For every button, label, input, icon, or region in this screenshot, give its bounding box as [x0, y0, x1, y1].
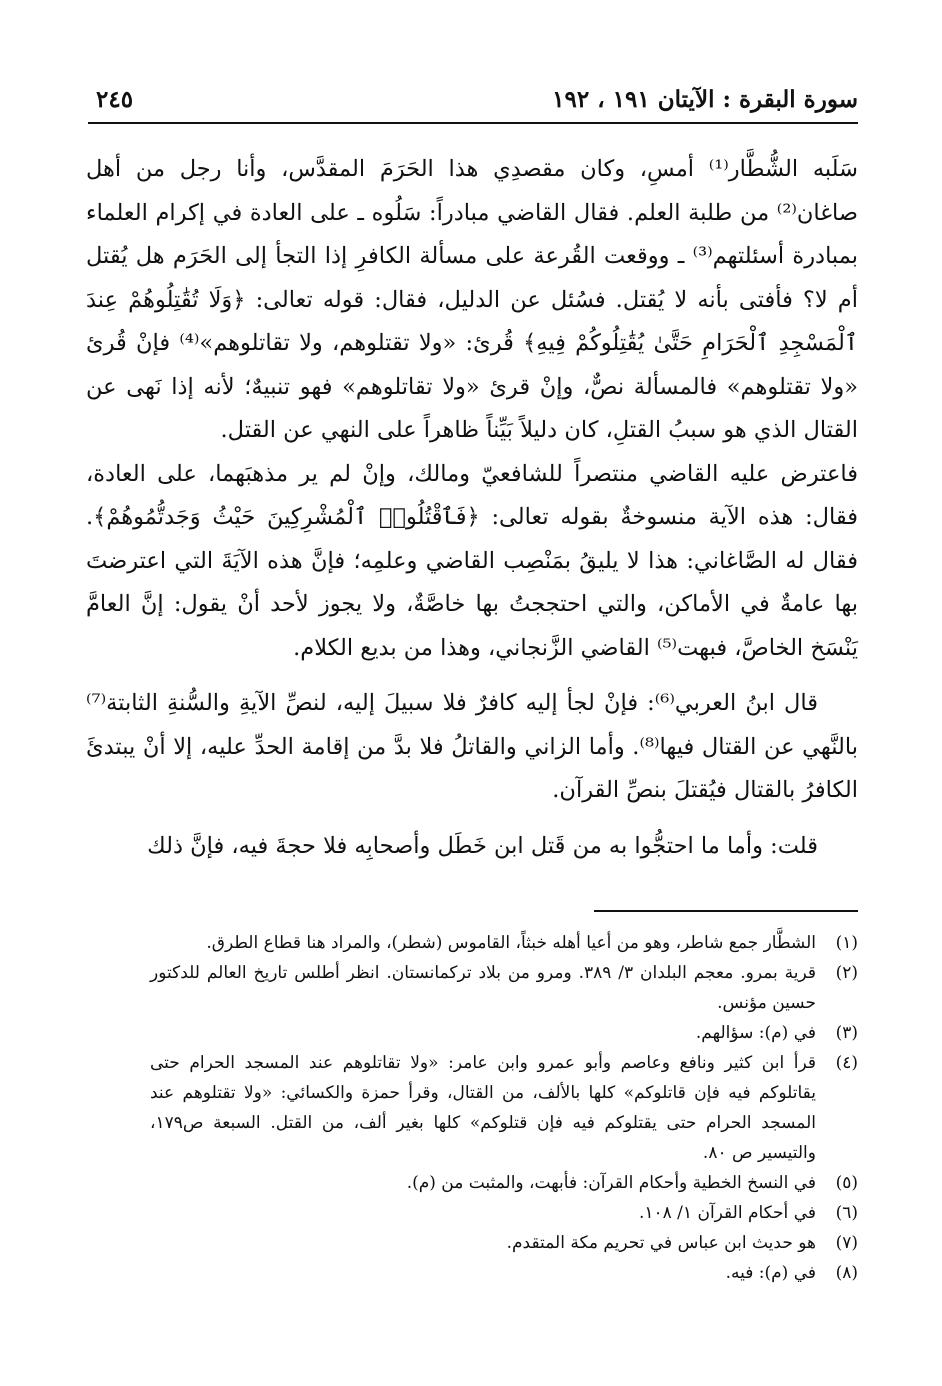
- body-paragraph: فاعترض عليه القاضي منتصراً للشافعيّ ومالك، وإنْ لم ير مذهبَهما، على العادة، فقال: هذه الآية منسوخةٌ بقوله تعالى: ﴿فَٱقْتُلُوا۟ ٱلْمُشْرِكِينَ حَيْثُ وَجَدتُّمُوهُمْ﴾. فقال له الصَّاغاني: هذا لا يليقُ بمَنْصِب القاضي وعلمِه؛ فإنَّ هذه الآيَةَ التي اعترضتَ بها عامةٌ في الأماكن، والتي احتججتُ بها خاصَّةٌ، ولا يجوز لأحد أنْ يقول: إنَّ العامَّ يَنْسَخ الخاصَّ، فبهت⁽⁵⁾ القاضي الزَّنجاني، وهذا من بديع الكلام.: [86, 460, 858, 661]
- footnote-text: الشطَّار جمع شاطر، وهو من أعيا أهله خبثاً، القاموس (شطر)، والمراد هنا قطاع الطرق.: [206, 933, 816, 953]
- footnote: [150, 1168, 858, 1198]
- footnote: [150, 1018, 858, 1048]
- footnote-number: (٣): [835, 1023, 858, 1043]
- footnote-number: (٨): [835, 1263, 858, 1283]
- main-text: [86, 148, 858, 868]
- footnote-number: (٤): [835, 1053, 858, 1073]
- body-paragraph: سَلَبه الشُّطَّار⁽¹⁾ أمسِ، وكان مقصدِي هذا الحَرَمَ المقدَّس، وأنا رجل من أهل صاغان⁽²⁾ من طلبة العلم. فقال القاضي مبادراً: سَلُوه ـ على العادة في إكرام العلماء بمبادرة أسئلتهم⁽³⁾ ـ ووقعت القُرعة على مسألة الكافرِ إذا التجأ إلى الحَرَم هل يُقتل أم لا؟ فأفتى بأنه لا يُقتل. فسُئل عن الدليل، فقال: قوله تعالى: ﴿وَلَا تُقَٰتِلُوهُمْ عِندَ ٱلْمَسْجِدِ ٱلْحَرَامِ حَتَّىٰ يُقَٰتِلُوكُمْ فِيهِ﴾ قُرئ: «ولا تقتلوهم، ولا تقاتلوهم»⁽⁴⁾ فإنْ قُرئ «ولا تقتلوهم» فالمسألة نصٌّ، وإنْ قرئ «ولا تقاتلوهم» فهو تنبيهٌ؛ لأنه إذا نَهى عن القتال الذي هو سببُ القتلِ، كان دليلاً بَيِّناً ظاهراً على النهي عن القتل.: [86, 156, 858, 443]
- footnote-text: في (م): فيه.: [725, 1263, 816, 1283]
- footnote-text: هو حديث ابن عباس في تحريم مكة المتقدم.: [506, 1233, 816, 1253]
- footnote: [150, 1198, 858, 1228]
- footnote: [150, 958, 858, 1018]
- footnote: [150, 1048, 858, 1168]
- page-number: ٢٤٥: [96, 86, 134, 113]
- footnote-number: (٦): [835, 1203, 858, 1223]
- footnote-text: في (م): سؤالهم.: [695, 1023, 816, 1043]
- body-paragraph: قلت: وأما ما احتجُّوا به من قَتل ابن خَطَل وأصحابِه فلا حجةَ فيه، فإنَّ ذلك: [147, 832, 818, 859]
- footnote-text: في النسخ الخطية وأحكام القرآن: فأبهت، والمثبت من (م).: [406, 1173, 816, 1193]
- footnote: [150, 1258, 858, 1288]
- footnote-text: قرية بمرو. معجم البلدان ٣/ ٣٨٩. ومرو من بلاد تركمانستان. انظر أطلس تاريخ العالم للدكتور حسين مؤنس.: [150, 963, 816, 1013]
- footnote-separator: [594, 910, 858, 912]
- footnote: [150, 1228, 858, 1258]
- footnote-text: في أحكام القرآن ١/ ١٠٨.: [638, 1203, 816, 1223]
- footnotes: [150, 928, 858, 1288]
- footnote-number: (٢): [835, 963, 858, 983]
- body-paragraph: قال ابنُ العربي⁽⁶⁾: فإنْ لجأ إليه كافرٌ فلا سبيلَ إليه، لنصِّ الآيةِ والسُّنةِ الثابتة⁽⁷⁾ بالنَّهي عن القتال فيها⁽⁸⁾. وأما الزاني والقاتلُ فلا بدَّ من إقامة الحدِّ عليه، إلا أنْ يبتدئَ الكافرُ بالقتال فيُقتلَ بنصِّ القرآن.: [86, 690, 858, 803]
- footnote-number: (٥): [835, 1173, 858, 1193]
- footnote: [150, 928, 858, 958]
- surah-header-title: سورة البقرة : الآيتان ١٩١ ، ١٩٢: [552, 86, 858, 113]
- footnote-text: قرأ ابن كثير ونافع وعاصم وأبو عمرو وابن عامر: «ولا تقاتلوهم عند المسجد الحرام حتى يقاتلوكم فيه فإن قاتلوكم» كلها بالألف، من القتال، وقرأ حمزة والكسائي: «ولا تقتلوهم عند المسجد الحرام حتى يقتلوكم فيه فإن قتلوكم» كلها بغير ألف، من القتل. السبعة ص١٧٩، والتيسير ص ٨٠.: [150, 1053, 816, 1163]
- running-header: [88, 86, 858, 124]
- footnote-number: (٧): [835, 1233, 858, 1253]
- footnote-number: (١): [835, 933, 858, 953]
